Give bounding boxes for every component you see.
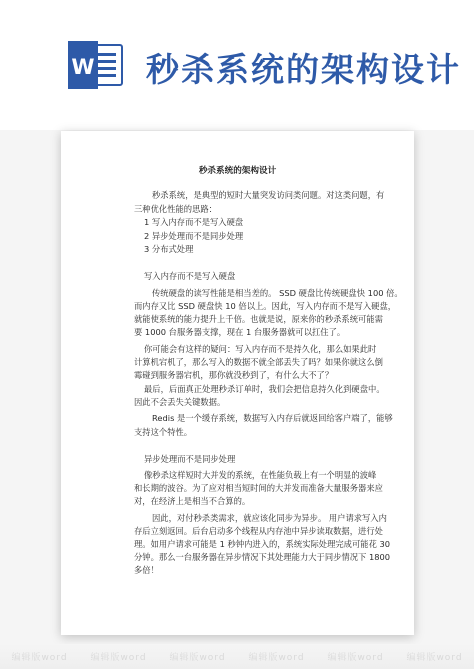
list-item: 2 异步处理而不是同步处理 [144,231,244,241]
svg-text:W: W [71,55,95,79]
paragraph-line: 最后，后面真正处理秒杀订单时，我们会把信息持久化到硬盘中。 [144,384,385,394]
watermark-text: 编辑版word [248,653,305,663]
paragraph-line: 因此，对付秒杀类需求，就应该化同步为异步。 用户请求写入内 [152,513,387,523]
paragraph-line: 和长期的波谷。为了应对相当短时间的大并发而准备大量服务器来应 [134,483,383,493]
paragraph-line: 对，在经济上是相当不合算的。 [134,496,251,506]
paragraph-line: 因此不会丢失关键数据。 [134,397,226,407]
banner [0,0,474,130]
document-title: 秒杀系统的架构设计 [198,166,277,176]
word-document-icon [66,41,124,89]
document-page [61,131,414,635]
paragraph-line: 像秒杀这样短时大并发的系统，在性能负载上有一个明显的波峰 [144,470,377,480]
paragraph-line: 你可能会有这样的疑问：写入内存而不是持久化，那么如果此时 [144,344,377,354]
watermark-text: 编辑版word [406,653,463,663]
paragraph-line: 存后立刻返回。后台启动多个线程从内存池中异步读取数据，进行处 [134,526,383,536]
paragraph-line: 三种优化性能的思路： [134,204,217,214]
section-heading: 写入内存而不是写入硬盘 [144,271,236,281]
watermark-text: 编辑版word [90,653,147,663]
paragraph-line: 霉碰到服务器宕机，那你就没秒到了，有什么大不了？ [134,370,334,380]
watermark-text: 编辑版word [11,653,68,663]
watermark-text: 编辑版word [327,653,384,663]
paragraph-line: 多倍！ [134,565,159,575]
section-heading: 异步处理而不是同步处理 [144,454,236,464]
paragraph-line: 而内存又比 SSD 硬盘快 10 倍以上。因此，写入内存而不是写入硬盘， [134,301,397,311]
paragraph-line: 秒杀系统，是典型的短时大量突发访问类问题。对这类问题，有 [152,190,385,200]
list-item: 3 分布式处理 [144,244,194,254]
paragraph-line: Redis 是一个缓存系统，数据写入内存后就返回给客户端了，能够 [152,413,393,423]
banner-title: 秒杀系统的架构设计 [146,50,461,89]
paragraph-line: 理。如用户请求可能是 1 秒钟内进入的，系统实际处理完成可能花 30 [134,539,391,549]
paragraph-line: 支持这个特性。 [134,427,193,437]
watermark-text: 编辑版word [169,653,226,663]
paragraph-line: 分钟。那么一台服务器在异步情况下其处理能力大于同步情况下 1800 [134,552,391,562]
paragraph-line: 要 1000 台服务器支撑，现在 1 台服务器就可以扛住了。 [134,327,346,337]
paragraph-line: 计算机宕机了，那么写入的数据不就全部丢失了吗？如果你就这么倒 [134,357,383,367]
list-item: 1 写入内存而不是写入硬盘 [144,217,244,227]
watermark-strip [0,644,474,669]
paragraph-line: 传统硬盘的读写性能是相当差的。 SSD 硬盘比传统硬盘快 100 倍。 [152,288,403,298]
paragraph-line: 就能使系统的能力提升上千倍。也就是说，原来你的秒杀系统可能需 [134,314,383,324]
